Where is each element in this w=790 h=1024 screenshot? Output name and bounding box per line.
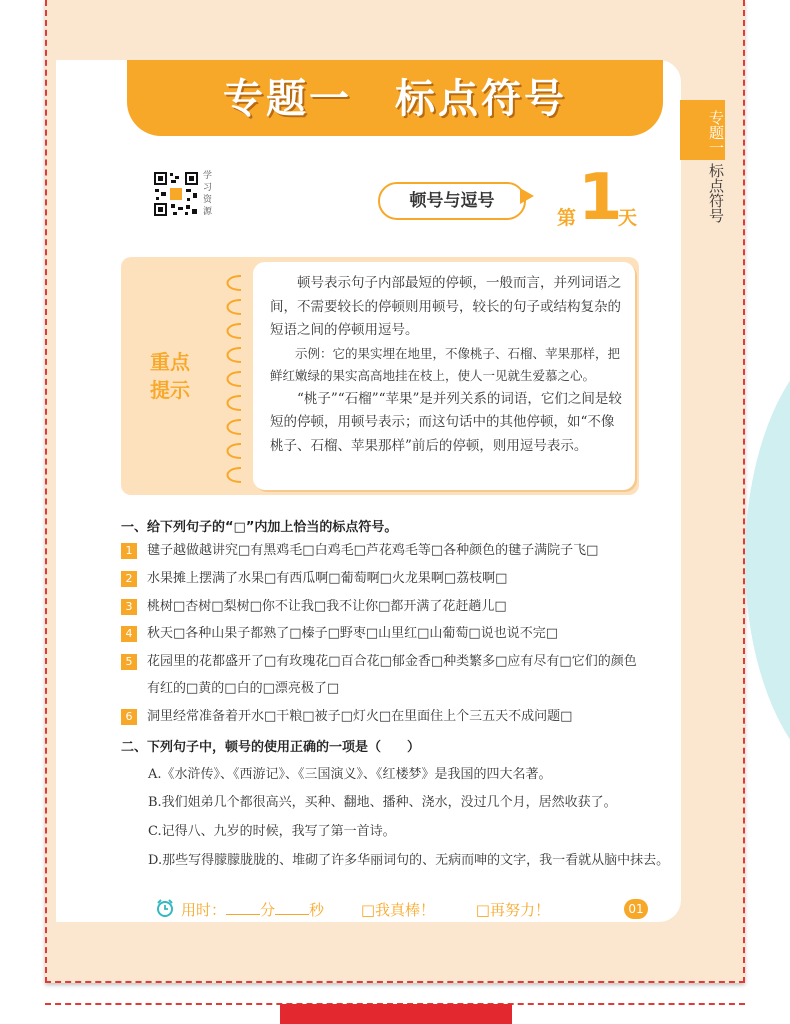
tip-paragraph: “桃子”“石榴”“苹果”是并列关系的词语，它们之间是较短的停顿，用顿号表示；而这句话中的其他停顿，如“不像桃子、石榴、苹果那样”前后的停顿，则用逗号表示。 — [270, 390, 622, 454]
question-text: 水果摊上摆满了水果□有西瓜啊□葡萄啊□火龙果啊□荔枝啊□ — [147, 571, 508, 586]
try-again-checkbox[interactable]: □再努力！ — [475, 901, 550, 919]
question-item — [121, 649, 681, 676]
question-text: 毽子越做越讲究□有黑鸡毛□白鸡毛□芦花鸡毛等□各种颜色的毽子满院子飞□ — [147, 543, 599, 558]
tip-example: 示例：它的果实埋在地里，不像桃子、石榴、苹果那样，把鲜红嫩绿的果实高高地挂在枝上，使人一见就生爱慕之心。 — [270, 345, 621, 383]
question-text: 花园里的花都盛开了□有玫瑰花□百合花□郁金香□种类繁多□应有尽有□它们的颜色 — [147, 654, 637, 669]
question-number: 5 — [121, 654, 137, 670]
question-text: 洞里经常准备着开水□干粮□被子□灯火□在里面住上个三五天不成问题□ — [147, 709, 573, 724]
bubble-tail — [520, 188, 534, 204]
question-item — [121, 594, 681, 621]
tip-paragraph: 顿号表示句子内部最短的停顿，一般而言，并列词语之间，不需要较长的停顿则用顿号，较长的句子或结构复杂的短语之间的停顿用逗号。 — [270, 275, 621, 338]
question-item — [121, 566, 681, 593]
tip-label — [150, 348, 190, 404]
qr-code-icon — [153, 171, 199, 217]
time-label: 用时： — [181, 901, 227, 919]
day-suffix: 天 — [618, 207, 638, 229]
tip-content — [270, 272, 625, 458]
next-page-banner — [280, 1004, 512, 1024]
great-checkbox[interactable]: □我真棒！ — [360, 901, 436, 919]
spiral-binding-icon — [215, 262, 245, 490]
seconds-label: 秒 — [309, 901, 325, 919]
question-text: 桃树□杏树□梨树□你不让我□我不让你□都开满了花赶趟儿□ — [147, 599, 507, 614]
question-item — [121, 621, 681, 648]
option-c: C.记得八、九岁的时候，我写了第一首诗。 — [148, 824, 396, 839]
question-item — [121, 704, 681, 731]
tip-label-line1: 重点 — [150, 350, 190, 374]
minutes-label: 分 — [260, 901, 276, 919]
question-number: 4 — [121, 626, 137, 642]
option-a: A.《水浒传》、《西游记》、《三国演义》、《红楼梦》是我国的四大名著。 — [148, 767, 552, 782]
question-number: 3 — [121, 599, 137, 615]
page-title: 专题一 标点符号 — [223, 76, 567, 122]
alarm-clock-icon — [155, 898, 175, 918]
footer-timer — [155, 898, 550, 920]
tip-label-line2: 提示 — [150, 378, 190, 402]
question-item — [121, 538, 681, 565]
page-number: 01 — [624, 899, 648, 919]
day-prefix: 第 — [557, 207, 577, 229]
question-text-continued: 有红的□黄的□白的□漂亮极了□ — [147, 681, 340, 696]
seconds-blank[interactable] — [275, 914, 309, 915]
question-number: 2 — [121, 571, 137, 587]
section2-title: 二、下列句子中，顿号的使用正确的一项是（ ） — [121, 740, 421, 755]
question-number: 1 — [121, 543, 137, 559]
side-tab-label: 标点符号 — [707, 163, 725, 223]
day-number: 1 — [578, 161, 623, 235]
topic-label: 顿号与逗号 — [378, 182, 526, 220]
title-banner — [127, 60, 663, 136]
question-text: 秋天□各种山果子都熟了□榛子□野枣□山里红□山葡萄□说也说不完□ — [147, 626, 558, 641]
section1-title: 一、给下列句子的“□”内加上恰当的标点符号。 — [121, 520, 398, 535]
option-d: D.那些写得朦朦胧胧的、堆砌了许多华丽词句的、无病而呻的文字，我一看就从脑中抹去。 — [148, 853, 670, 868]
side-tab: 专题一 — [680, 100, 725, 160]
decorative-circle — [745, 330, 790, 790]
minutes-blank[interactable] — [226, 914, 260, 915]
question-number: 6 — [121, 709, 137, 725]
option-b: B.我们姐弟几个都很高兴，买种、翻地、播种、浇水，没过几个月，居然收获了。 — [148, 795, 617, 810]
qr-caption: 学习资源 — [203, 171, 213, 217]
